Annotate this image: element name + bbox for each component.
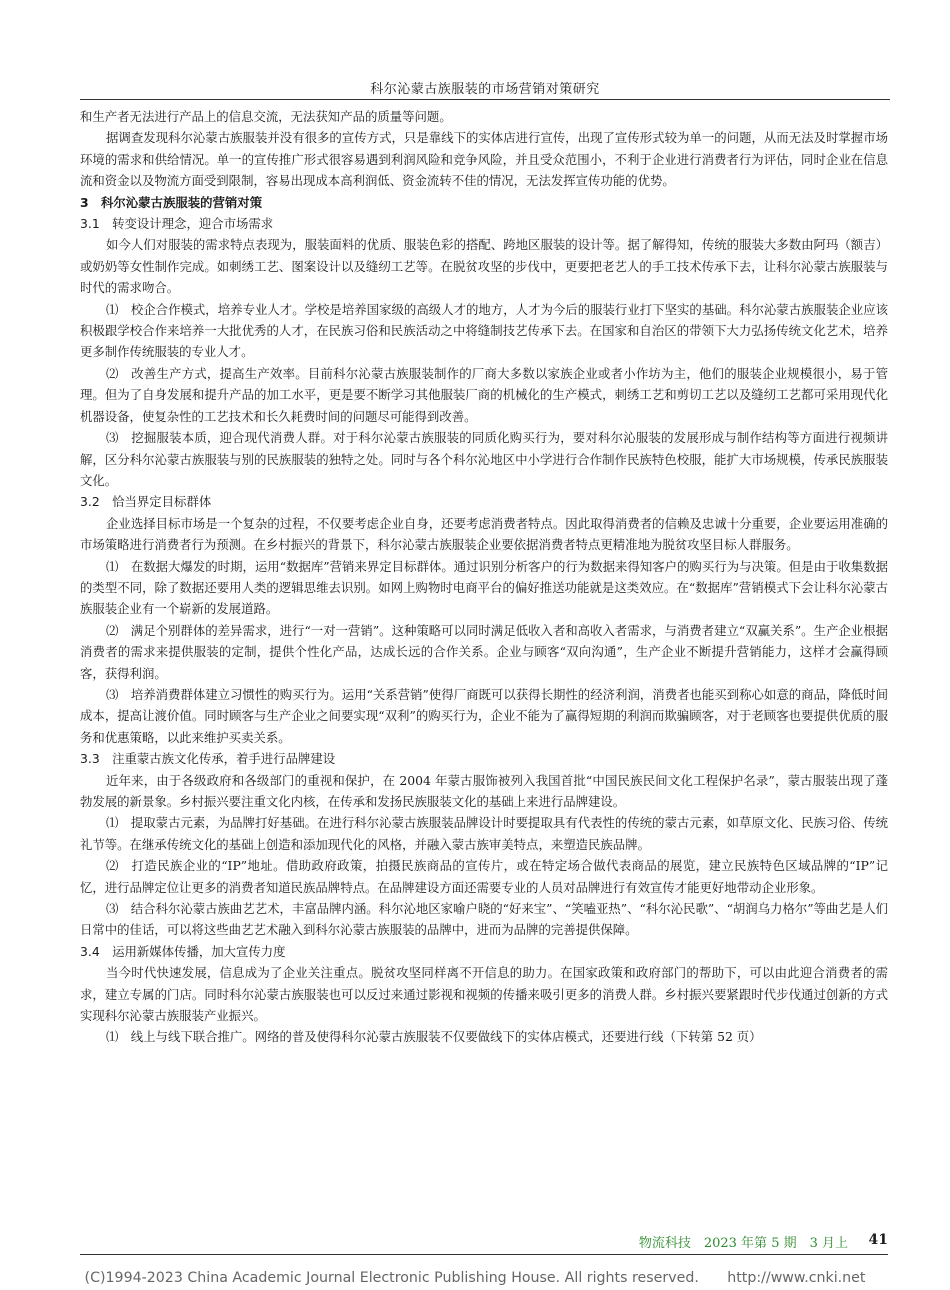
section-heading-3: 3 科尔沁蒙古族服装的营销对策 <box>80 194 263 210</box>
paragraph: 据调查发现科尔沁蒙古族服装并没有很多的宣传方式，只是靠线下的实体店进行宣传，出现了宣传形式较为单一的问题，从而无法及时掌握市场环境的需求和供给情况。单一的宣传推广形式很容易遇到利润风险和竞争风险，并且受众范围小，不利于企业进行消费者行为评估，同时企业在信息流和资金以及物流方面受到限制，容易出现成本高利润低、资金流转不佳的情况，无法发挥宣传功能的优势。 <box>80 130 888 189</box>
page-number: 41 <box>868 1232 888 1248</box>
running-title: 科尔沁蒙古族服装的市场营销对策研究 <box>370 82 600 97</box>
paragraph: 当今时代快速发展，信息成为了企业关注重点。脱贫攻坚同样离不开信息的助力。在国家政策和政府部门的帮助下，可以由此迎合消费者的需求，建立专属的门店。同时科尔沁蒙古族服装也可以反过来通过影视和视频的传播来吸引更多的消费人群。乡村振兴要紧跟时代步伐通过创新的方式实现科尔沁蒙古族服装产业振兴。 <box>80 965 888 1024</box>
paragraph: ⑴ 提取蒙古元素，为品牌打好基础。在进行科尔沁蒙古族服装品牌设计时要提取具有代表性的传统的蒙古元素，如草原文化、民族习俗、传统礼节等。在继承传统文化的基础上创造和添加现代化的风格，并融入蒙古族审美特点，来塑造民族品牌。 <box>80 815 888 852</box>
paragraph: ⑶ 结合科尔沁蒙古族曲艺艺术，丰富品牌内涵。科尔沁地区家喻户晓的“好来宝”、“笑嗑亚热”、“科尔沁民歌”、“胡润乌力格尔”等曲艺是人们日常中的佳话，可以将这些曲艺艺术融入到科尔沁蒙古族服装的品牌中，进而为品牌的完善提供保障。 <box>80 901 888 938</box>
article-body <box>80 106 888 1048</box>
subsection-heading-3-3: 3.3 注重蒙古族文化传承，着手进行品牌建设 <box>80 751 336 767</box>
paragraph: ⑵ 满足个别群体的差异需求，进行“一对一营销”。这种策略可以同时满足低收入者和高收入者需求，与消费者建立“双赢关系”。生产企业根据消费者的需求来提供服装的定制，提供个性化产品，达成长远的合作关系。企业与顾客“双向沟通”，生产企业不断提升营销能力，这样才会赢得顾客，获得利润。 <box>80 622 888 681</box>
paragraph: 和生产者无法进行产品上的信息交流，无法获知产品的质量等问题。 <box>80 109 452 124</box>
subsection-heading-3-4: 3.4 运用新媒体传播，加大宣传力度 <box>80 943 286 959</box>
paragraph: ⑵ 改善生产方式，提高生产效率。目前科尔沁蒙古族服装制作的厂商大多数以家族企业或者小作坊为主，他们的服装企业规模很小，易于管理。但为了自身发展和提升产品的加工水平，更是要不断学习其他服装厂商的机械化的生产模式，刺绣工艺和剪切工艺以及缝纫工艺都可采用现代化机器设备，使复杂性的工艺技术和长久耗费时间的问题尽可能得到改善。 <box>80 365 888 424</box>
paragraph: 如今人们对服装的需求特点表现为，服装面料的优质、服装色彩的搭配、跨地区服装的设计等。据了解得知，传统的服装大多数由阿玛（额吉） 或奶奶等女性制作完成。如刺绣工艺、图案设计以及缝纫工艺等。在脱贫攻坚的步伐中，更要把老艺人的手工技术传承下去，让科尔沁蒙古族服装与时代的需求吻合。 <box>80 237 888 296</box>
page-footer <box>80 1232 888 1255</box>
paragraph: 企业选择目标市场是一个复杂的过程，不仅要考虑企业自身，还要考虑消费者特点。因此取得消费者的信赖及忠诚十分重要，企业要运用准确的市场策略进行消费者行为预测。在乡村振兴的背景下，科尔沁蒙古族服装企业要依据消费者特点更精准地为脱贫攻坚目标人群服务。 <box>80 515 888 553</box>
paragraph: ⑴ 线上与线下联合推广。网络的普及使得科尔沁蒙古族服装不仅要做线下的实体店模式，还要进行线（下转第 52 页） <box>106 1029 762 1045</box>
subsection-heading-3-1: 3.1 转变设计理念，迎合市场需求 <box>80 216 274 232</box>
subsection-heading-3-2: 3.2 恰当界定目标群体 <box>80 494 212 510</box>
paragraph: ⑶ 挖掘服装本质，迎合现代消费人群。对于科尔沁蒙古族服装的同质化购买行为，要对科尔沁服装的发展形成与制作结构等方面进行视频讲解，区分科尔沁蒙古族服装与别的民族服装的独特之处。同时与各个科尔沁地区中小学进行合作制作民族特色校服，能扩大市场规模，传承民族服装文化。 <box>80 430 888 488</box>
paragraph: ⑴ 在数据大爆发的时期，运用“数据库”营销来界定目标群体。通过识别分析客户的行为数据来得知客户的购买行为与决策。但是由于收集数据的类型不同，除了数据还要用人类的逻辑思维去识别。如网上购物时电商平台的偏好推送功能就是这类效应。在“数据库”营销模式下会让科尔沁蒙古族服装企业有一个崭新的发展道路。 <box>80 558 888 617</box>
header-rule <box>80 99 890 100</box>
journal-info: 物流科技 2023 年第 5 期 3 月上 <box>638 1236 848 1251</box>
paragraph: 近年来，由于各级政府和各级部门的重视和保护，在 2004 年蒙古服饰被列入我国首批“中国民族民间文化工程保护名录”，蒙古服装出现了蓬勃发展的新景象。乡村振兴要注重文化内核，在传承和发扬民族服装文化的基础上来进行品牌建设。 <box>80 772 888 809</box>
paragraph: ⑶ 培养消费群体建立习惯性的购买行为。运用“关系营销”使得厂商既可以获得长期性的经济利润，消费者也能买到称心如意的商品，降低时间成本，提高让渡价值。同时顾客与生产企业之间要实现“双利”的购买行为，企业不能为了赢得短期的利润而欺骗顾客，对于老顾客也要提供优质的服务和优惠策略，以此来维护买卖关系。 <box>80 686 888 745</box>
copyright-line: (C)1994-2023 China Academic Journal Electronic Publishing House. All rights reserved. http://www.cnki.net <box>84 1270 866 1286</box>
paragraph: ⑵ 打造民族企业的“IP”地址。借助政府政策，拍摄民族商品的宣传片，或在特定场合做代表商品的展览，建立民族特色区域品牌的“IP”记忆，进行品牌定位让更多的消费者知道民族品牌特点。在品牌建设方面还需要专业的人员对品牌进行有效宣传才能更好地带动企业形象。 <box>80 858 888 895</box>
paragraph: ⑴ 校企合作模式，培养专业人才。学校是培养国家级的高级人才的地方，人才为今后的服装行业打下坚实的基础。科尔沁蒙古族服装企业应该积极跟学校合作来培养一大批优秀的人才，在民族习俗和民族活动之中将缝制技艺传承下去。在国家和自治区的带领下大力弘扬传统文化艺术，培养更多制作传统服装的专业人才。 <box>80 301 888 360</box>
